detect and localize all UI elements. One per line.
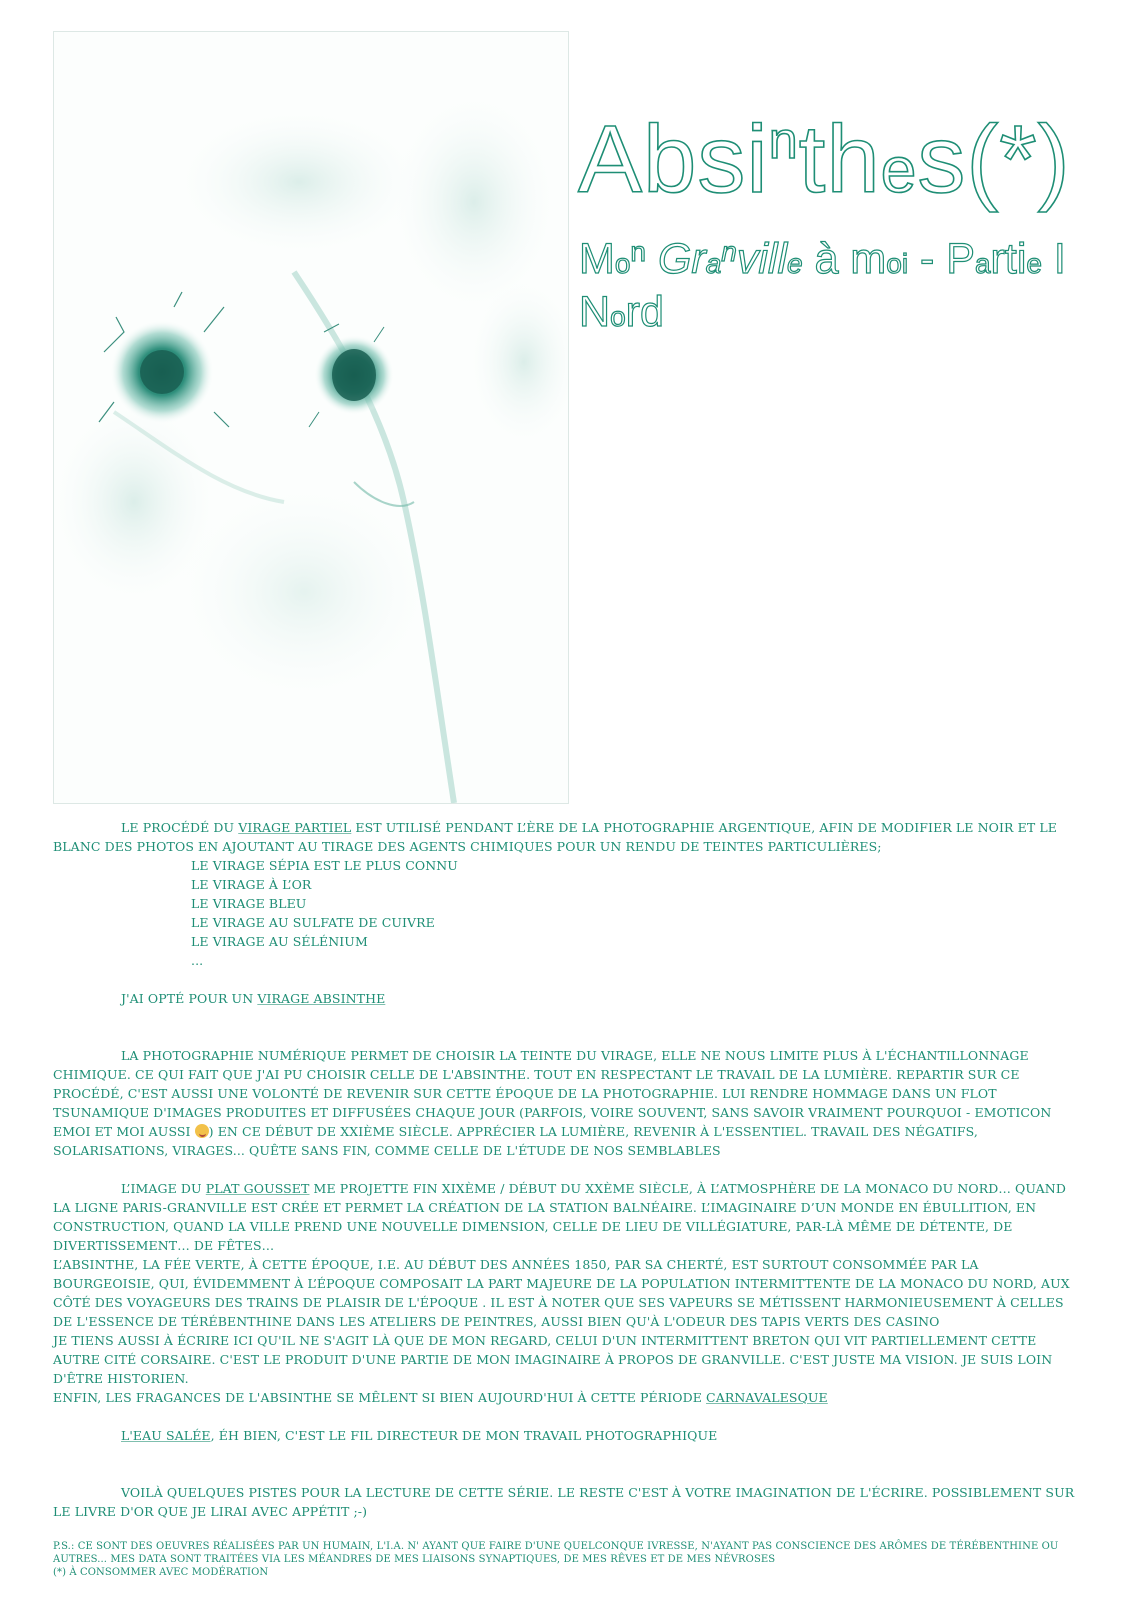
artwork-photo bbox=[53, 31, 569, 804]
link-text[interactable]: VIRAGE ABSINTHE bbox=[257, 991, 386, 1006]
link-text[interactable]: CARNAVALESQUE bbox=[706, 1390, 828, 1405]
virage-list bbox=[53, 856, 1083, 970]
paragraph-plat-gousset bbox=[53, 1179, 1083, 1255]
postscript: P.S.: CE SONT DES OEUVRES RÉALISÉES PAR UN HUMAIN, L'I.A. N' AYANT QUE FAIRE D'UNE QUELCONQUE IVRESSE, N'AYANT PAS CONSCIENCE DES ARÔMES DE TÉRÉBENTHINE OU AUTRES... MES DATA SONT TRAITÉES VIA LES MÉANDRES DE MES LIAISONS SYNAPTIQUES, DE MES RÊVES ET DE MES NÉVROSES bbox=[53, 1541, 1059, 1565]
paragraph-text: ) EN CE DÉBUT DE XXIÈME SIÈCLE. APPRÉCIER LA LUMIÈRE, REVENIR À L'ESSENTIEL. TRAVAIL DES NÉGATIFS, SOLARISATIONS, VIRAGES... QUÊTE SANS FIN, COMME CELLE DE L'ÉTUDE DE NOS SEMBLABLES bbox=[53, 1124, 978, 1158]
subtitle-part: à m bbox=[802, 235, 887, 283]
subtitle-part: I bbox=[1041, 235, 1066, 283]
paragraph-text: EST UTILISÉ PENDANT L’ÈRE DE LA PHOTOGRAPHIE ARGENTIQUE, AFIN DE MODIFIER LE NOIR ET LE BLANC DES PHOTOS EN AJOUTANT AU TIRAGE DES AGENTS CHIMIQUES POUR UN RENDU DE TEINTES PARTICULIÈRES; bbox=[53, 820, 1057, 854]
title-part: n bbox=[768, 112, 799, 170]
link-text[interactable]: VIRAGE PARTIEL bbox=[238, 820, 352, 835]
paragraph-text: ENFIN, LES FRAGANCES DE L'ABSINTHE SE MÊLENT SI BIEN AUJOURD'HUI À CETTE PÉRIODE bbox=[53, 1390, 707, 1405]
paragraph-carnavalesque bbox=[53, 1388, 1083, 1407]
list-item: LE VIRAGE SÉPIA EST LE PLUS CONNU bbox=[191, 858, 458, 873]
list-item: LE VIRAGE BLEU bbox=[191, 896, 307, 911]
subtitle-part bbox=[646, 235, 658, 283]
link-text[interactable]: L'EAU SALÉE bbox=[121, 1428, 211, 1443]
subtitle-part: n bbox=[630, 236, 646, 267]
emoji-icon bbox=[195, 1124, 209, 1138]
paragraph-eau-salee bbox=[53, 1426, 1083, 1445]
subtitle-part: rd bbox=[625, 288, 664, 336]
paragraph-absinthe: L’ABSINTHE, LA FÉE VERTE, À CETTE ÉPOQUE, I.E. AU DÉBUT DES ANNÉES 1850, PAR SA CHERTÉ, EST SURTOUT CONSOMMÉE PAR LA BOURGEOISIE, QUI, ÉVIDEMMENT À L’ÉPOQUE COMPOSAIT LA PART MAJEURE DE LA POPULATION INTERMITTENTE DE LA MONACO DU NORD, AUX CÔTÉ DES VOYAGEURS DES TRAINS DE PLAISIR DE L'ÉPOQUE . IL EST À NOTER QUE SES VAPEURS SE MÉTISSENT HARMONIEUSEMENT À CELLES DE L'ESSENCE DE TÉRÉBENTHINE DANS LES ATELIERS DE PEINTRES, AUSSI BIEN QU'À L'ODEUR DES TAPIS VERTS DES CASINO bbox=[53, 1257, 1070, 1329]
subtitle-part: o bbox=[614, 248, 631, 279]
subtitle-part: n bbox=[721, 236, 737, 267]
footnote-moderation: (*) À CONSOMMER AVEC MODÉRATION bbox=[53, 1567, 269, 1578]
subtitle-part: e bbox=[1026, 248, 1042, 279]
paragraph-text: , ÉH BIEN, C'EST LE FIL DIRECTEUR DE MON TRAVAIL PHOTOGRAPHIQUE bbox=[210, 1428, 718, 1443]
subtitle-part: a bbox=[705, 248, 722, 279]
paragraph-text: LA PHOTOGRAPHIE NUMÉRIQUE PERMET DE CHOISIR LA TEINTE DU VIRAGE, ELLE NE NOUS LIMITE PLUS À L'ÉCHANTILLONNAGE CHIMIQUE. CE QUI FAIT QUE J'AI PU CHOISIR CELLE DE L'ABSINTHE. TOUT EN RESPECTANT LE TRAVAIL DE LA LUMIÈRE. REPARTIR SUR CE PROCÉDÉ, C'EST AUSSI UNE VOLONTÉ DE REVENIR SUR CETTE ÉPOQUE DE LA PHOTOGRAPHIE. LUI RENDRE HOMMAGE DANS UN FLOT TSUNAMIQUE D'IMAGES PRODUITES ET DIFFUSÉES CHAQUE JOUR (PARFOIS, VOIRE SOUVENT, SANS SAVOIR VRAIMENT POURQUOI - EMOTICON EMOI ET MOI AUSSI bbox=[53, 1048, 1052, 1139]
paragraph-text: LE PROCÉDÉ DU bbox=[121, 820, 239, 835]
paragraph-text: J'AI OPTÉ POUR UN bbox=[121, 991, 258, 1006]
subtitle-part: N bbox=[579, 288, 611, 336]
list-item: ... bbox=[191, 953, 204, 968]
page-title bbox=[578, 106, 1071, 213]
subtitle-line-2 bbox=[579, 288, 664, 336]
paragraph-text: L’IMAGE DU bbox=[121, 1181, 206, 1196]
paragraph-text: ME PROJETTE FIN XIXÈME / DÉBUT DU XXÈME SIÈCLE, À L’ATMOSPHÈRE DE LA MONACO DU NORD… QUAND LA LIGNE PARIS-GRANVILLE EST CRÉE ET PERMET LA CRÉATION DE LA STATION BALNÉAIRE. L’IMAGINAIRE D’UN MONDE EN ÉBULLITION, EN CONSTRUCTION, QUAND LA VILLE PREND UNE NOUVELLE DIMENSION, CELLE DE LIEU DE VILLÉGIATURE, PAR-LÀ MÊME DE DÉTENTE, DE DIVERTISSEMENT… DE FÊTES… bbox=[53, 1181, 1066, 1253]
paragraph-regard: JE TIENS AUSSI À ÉCRIRE ICI QU'IL NE S'AGIT LÀ QUE DE MON REGARD, CELUI D'UN INTERMITTENT BRETON QUI VIT PARTIELLEMENT CETTE AUTRE CITÉ CORSAIRE. C'EST LE PRODUIT D'UNE PARTIE DE MON IMAGINAIRE À PROPOS DE GRANVILLE. C'EST JUSTE MA VISION. JE SUIS LOIN D'ÊTRE HISTORIEN. bbox=[53, 1333, 1053, 1386]
subtitle-part: e bbox=[787, 248, 803, 279]
subtitle-part: - P bbox=[908, 235, 975, 283]
paragraph-photographie-numerique bbox=[53, 1046, 1083, 1160]
paragraph-virage-absinthe bbox=[53, 989, 1083, 1008]
subtitle-part: oi bbox=[886, 248, 909, 279]
title-part: th bbox=[798, 106, 881, 213]
list-item: LE VIRAGE AU SULFATE DE CUIVRE bbox=[191, 915, 435, 930]
title-part: s(*) bbox=[917, 106, 1071, 213]
paragraph-pistes: VOILÀ QUELQUES PISTES POUR LA LECTURE DE CETTE SÉRIE. LE RESTE C'EST À VOTRE IMAGINATION DE L'ÉCRIRE. POSSIBLEMENT SUR LE LIVRE D'OR QUE JE LIRAI AVEC APPÉTIT ;-) bbox=[53, 1485, 1075, 1519]
subtitle-line-1 bbox=[579, 235, 1066, 283]
list-item: LE VIRAGE AU SÉLÉNIUM bbox=[191, 934, 368, 949]
subtitle-part: Gr bbox=[657, 235, 706, 283]
subtitle-part: vill bbox=[736, 235, 788, 283]
list-item: LE VIRAGE À L’OR bbox=[191, 877, 312, 892]
title-part: e bbox=[880, 134, 918, 206]
photo-illustration bbox=[54, 32, 568, 803]
link-text[interactable]: PLAT GOUSSET bbox=[205, 1181, 310, 1196]
title-part: Absi bbox=[578, 106, 769, 213]
article-body bbox=[53, 818, 1083, 1579]
subtitle-part: a bbox=[974, 248, 991, 279]
subtitle-part: rti bbox=[990, 235, 1027, 283]
subtitle-part: o bbox=[610, 301, 626, 332]
page-subtitle bbox=[579, 228, 1119, 341]
paragraph-virage-partiel bbox=[53, 818, 1083, 856]
subtitle-part: M bbox=[579, 235, 615, 283]
